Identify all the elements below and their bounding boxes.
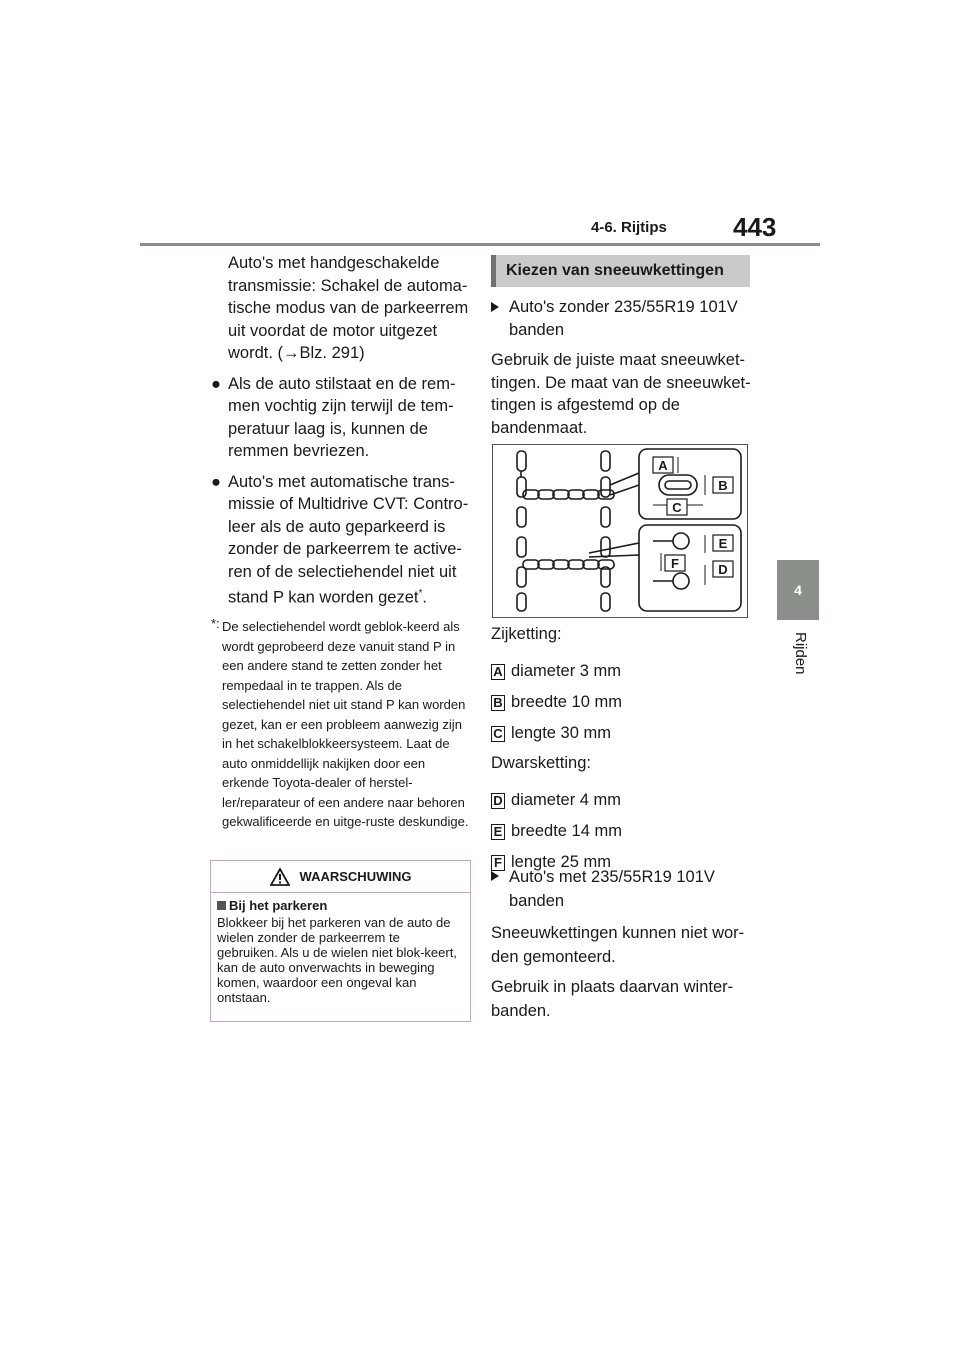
legend-text: diameter 4 mm (511, 791, 622, 809)
legend-key: A (491, 664, 505, 680)
figure-label-a: A (658, 458, 668, 473)
right-column (491, 296, 753, 445)
footnote-mark: *: (211, 616, 220, 631)
bullet-item (211, 471, 473, 610)
warning-header (211, 861, 470, 893)
arrow-item-text: Auto's zonder 235/55R19 101V banden (509, 298, 738, 339)
warning-text: Blokkeer bij het parkeren van de auto de wielen zonder de parkeerrem te gebruiken. Als u de wielen niet blok-keert, kan de auto onverwachts in beweging komen, waardoor een ongeval kan ontstaan. (217, 915, 457, 1005)
legend-item (491, 785, 753, 816)
arrow-item (491, 865, 753, 913)
legend-key: D (491, 793, 505, 809)
warning-subtitle (217, 898, 464, 913)
warning-title: WAARSCHUWING (299, 869, 412, 884)
bullet-dot-icon: ● (211, 472, 221, 491)
legend-key: F (491, 855, 505, 871)
footnote-ref: * (418, 588, 423, 599)
paragraph: Gebruik de juiste maat sneeuwket-tingen. De maat van de sneeuwket-tingen is afgestemd op de bandenmaat. (491, 351, 751, 437)
section-heading: Kiezen van sneeuwkettingen (491, 255, 750, 287)
side-chain-left (517, 451, 526, 611)
square-bullet-icon (217, 901, 226, 910)
legend-text: breedte 14 mm (511, 822, 622, 840)
legend-item (491, 656, 753, 687)
legend-text: lengte 30 mm (511, 724, 611, 742)
bullet-text: Auto's met automatische trans-missie of Multidrive CVT: Contro-leer als de auto geparkeerd is zonder de parkeerrem te active-ren of de selectiehendel niet uit stand P kan worden gezet (228, 472, 469, 607)
chapter-label: Rijden (792, 632, 809, 675)
legend-text: diameter 3 mm (511, 662, 622, 680)
bullet-end: . (422, 588, 427, 607)
legend-text: breedte 10 mm (511, 693, 622, 711)
legend-item (491, 718, 753, 749)
figure-label-c: C (672, 500, 682, 515)
snow-chain-diagram (492, 444, 748, 618)
warning-triangle-icon (270, 868, 290, 886)
legend-text: lengte 25 mm (511, 853, 611, 871)
intro-paragraph: Auto's met handgeschakelde transmissie: Schakel de automa-tische modus van de parkeerrem uit voordat de motor uitgezet wordt. (→Blz. 291) (228, 254, 469, 362)
warning-subtitle-text: Bij het parkeren (229, 898, 328, 913)
figure-label-f: F (671, 556, 679, 571)
arrow-item (491, 296, 753, 341)
chapter-number: 4 (794, 582, 802, 598)
legend-key: E (491, 824, 505, 840)
arrow-bullet-icon (491, 302, 499, 312)
paragraph: Gebruik in plaats daarvan winter-banden. (491, 978, 734, 1020)
arrow-bullet-icon (491, 871, 499, 881)
dimension-legend (491, 624, 753, 878)
footnote-text: De selectiehendel wordt geblok-keerd als wordt geprobeerd deze vanuit stand P in een andere stand te zetten zonder het rempedaal in te trappen. Als de selectiehendel niet uit stand P kan worden gezet, kan er een probleem aanwezig zijn in het schakelblokkeersysteem. Laat de auto onmiddellijk nakijken door een erkende Toyota-dealer of herstel-ler/reparateur of een andere naar behoren gekwalificeerde en uitge-ruste deskundige. (222, 619, 469, 829)
right-column-bottom (491, 865, 753, 1029)
legend-item (491, 816, 753, 847)
arrow-item-text: Auto's met 235/55R19 101V banden (509, 868, 715, 910)
bullet-item (211, 373, 473, 463)
warning-box (210, 860, 471, 1022)
bullet-text: Als de auto stilstaat en de rem-men vochtig zijn terwijl de tem-peratuur laag is, kunnen de remmen bevriezen. (228, 374, 456, 460)
legend-key: B (491, 695, 505, 711)
legend-item (491, 687, 753, 718)
side-chain-title: Zijketting: (491, 625, 562, 643)
section-title: 4-6. Rijtips (591, 219, 667, 236)
page-number: 443 (733, 212, 777, 242)
left-column (211, 252, 473, 832)
chain-illustration (493, 445, 747, 617)
figure-label-d: D (718, 562, 728, 577)
cross-chain-bottom (523, 560, 614, 569)
cross-chain-title: Dwarsketting: (491, 754, 591, 772)
warning-body (211, 893, 470, 1010)
figure-label-b: B (718, 478, 728, 493)
bullet-dot-icon: ● (211, 374, 221, 393)
legend-key: C (491, 726, 505, 742)
figure-label-e: E (718, 536, 728, 551)
paragraph: Sneeuwkettingen kunnen niet wor-den gemonteerd. (491, 924, 745, 966)
side-chain-right (601, 451, 610, 611)
chapter-tab (777, 560, 819, 620)
footnote (211, 617, 473, 832)
header-divider (140, 243, 820, 246)
